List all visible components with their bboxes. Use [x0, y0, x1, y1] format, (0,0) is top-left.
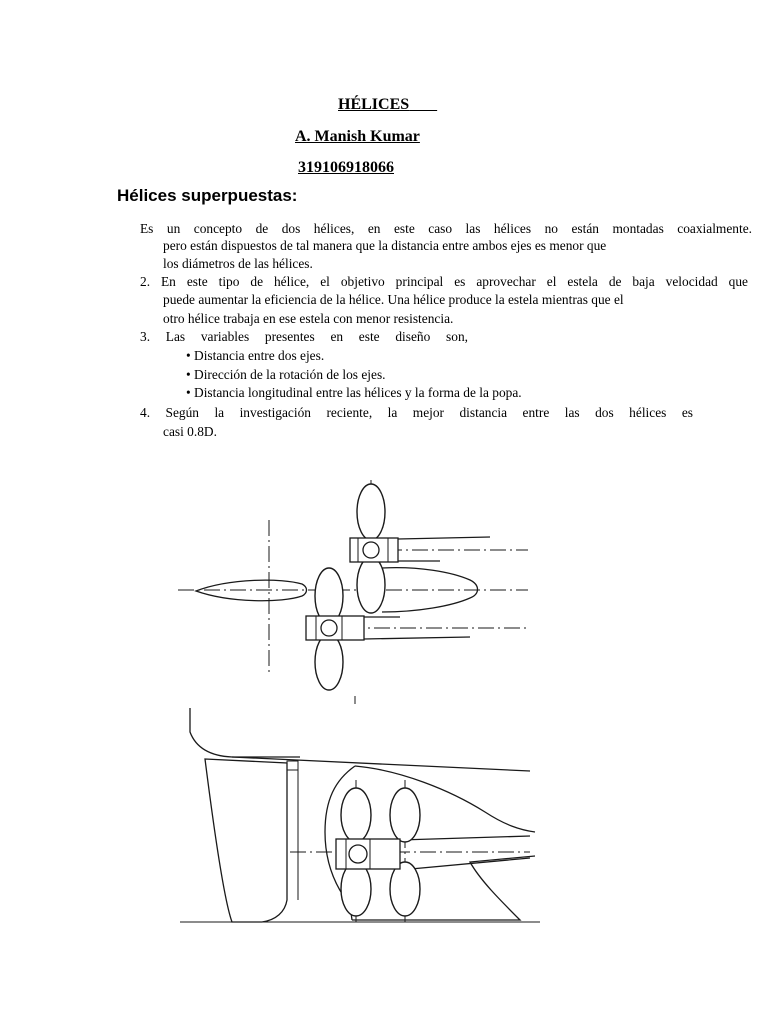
item-1-line-3: los diámetros de las hélices.	[163, 256, 313, 271]
lower-shaft-bottom	[364, 637, 470, 639]
shaft-bottom	[400, 858, 530, 870]
side-prop-a-blade-bottom	[341, 862, 371, 916]
author-name: A. Manish Kumar	[295, 128, 420, 145]
side-prop-b-blade-top	[390, 788, 420, 842]
shaft-top	[400, 836, 530, 840]
section-heading: Hélices superpuestas:	[117, 186, 298, 205]
item-2-line-1: 2. En este tipo de hélice, el objetivo principal es aprovechar el estela de baja velocidad que	[140, 274, 748, 289]
side-prop-b-blade-bottom	[390, 862, 420, 916]
item-3-bullet-1: • Distancia entre dos ejes.	[186, 348, 325, 363]
upper-prop-blade-bottom	[357, 557, 385, 613]
item-2-line-2: puede aumentar la eficiencia de la hélice. Una hélice produce la estela mientras que el	[163, 292, 624, 307]
item-3-line-1: 3. Las variables presentes en este diseño son,	[140, 329, 468, 344]
upper-prop-blade-top	[357, 484, 385, 540]
item-1-line-1: Es un concepto de dos hélices, en este caso las hélices no están montadas coaxialmente.	[140, 221, 752, 236]
item-2-line-3: otro hélice trabaja en ese estela con menor resistencia.	[163, 311, 454, 326]
id-number: 319106918066	[298, 159, 394, 176]
item-3-bullet-2: • Dirección de la rotación de los ejes.	[186, 367, 386, 382]
hull-bottom-line	[232, 757, 530, 771]
upper-prop-hub	[350, 538, 398, 562]
lower-prop-hub	[306, 616, 364, 640]
upper-shaft-top	[398, 537, 490, 539]
side-prop-a-blade-top	[341, 788, 371, 842]
stern-frame-top	[355, 766, 535, 832]
top-view	[178, 480, 530, 704]
lower-prop-blade-bottom	[315, 634, 343, 690]
item-4-line-1: 4. Según la investigación reciente, la mejor distancia entre las dos hélices es	[140, 405, 693, 420]
hull-left-curve	[190, 708, 300, 757]
document-title: HÉLICES	[338, 96, 410, 113]
rudder	[205, 759, 287, 922]
item-1-line-2: pero están dispuestos de tal manera que la distancia entre ambos ejes es menor que	[163, 238, 607, 253]
item-4-line-2: casi 0.8D.	[163, 424, 217, 439]
side-view	[180, 708, 540, 922]
item-3-bullet-3: • Distancia longitudinal entre las hélices y la forma de la popa.	[186, 385, 522, 400]
rudder-pintle	[287, 761, 298, 770]
